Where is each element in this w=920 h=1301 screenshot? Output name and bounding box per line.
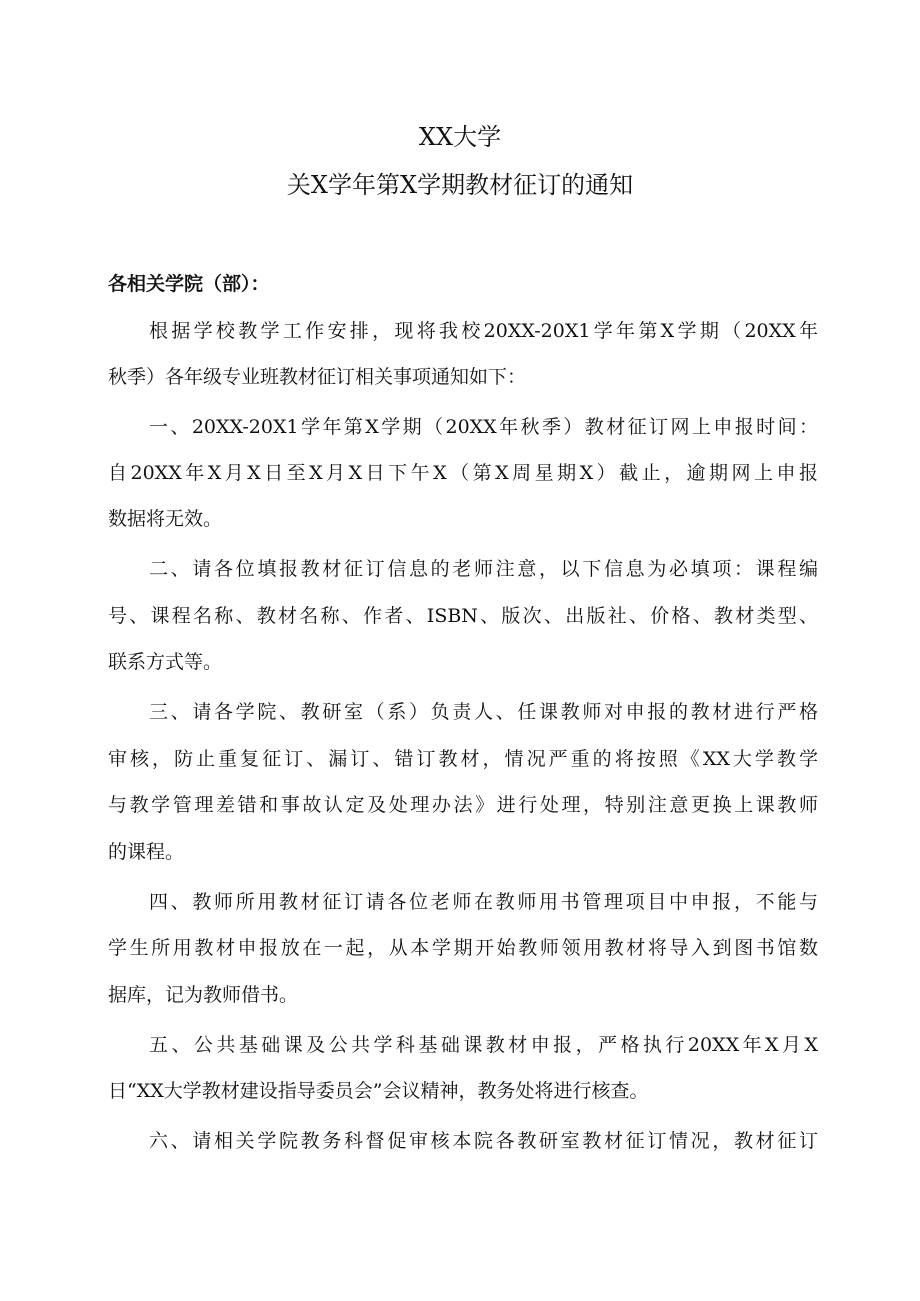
paragraph-item-4-line-2: 学生所用教材申报放在一起，从本学期开始教师领用教材将导入到图书馆数	[108, 937, 818, 959]
paragraph-item-1-line-2: 自20XX年X月X日至X月X日下午X（第X周星期X）截止，逾期网上申报	[108, 462, 818, 484]
paragraph-intro-line-2: 秋季）各年级专业班教材征订相关事项通知如下：	[108, 366, 527, 388]
paragraph-item-3-line-3: 与教学管理差错和事故认定及处理办法》进行处理，特别注意更换上课教师	[108, 794, 818, 816]
paragraph-intro-line-1: 根据学校教学工作安排，现将我校20XX-20X1学年第X学期（20XX年	[149, 320, 818, 342]
paragraph-item-1-line-1: 一、20XX-20X1学年第X学期（20XX年秋季）教材征订网上申报时间：	[149, 416, 818, 438]
document-title-notice: 关X学年第X学期教材征订的通知	[286, 171, 634, 199]
paragraph-item-5-line-2: 日“XX大学教材建设指导委员会”会议精神，教务处将进行核查。	[108, 1080, 649, 1102]
paragraph-item-2-line-1: 二、请各位填报教材征订信息的老师注意，以下信息为必填项：课程编	[149, 558, 818, 580]
paragraph-item-4-line-3: 据库，记为教师借书。	[108, 984, 299, 1006]
paragraph-item-6-line-1: 六、请相关学院教务科督促审核本院各教研室教材征订情况，教材征订	[149, 1130, 818, 1152]
paragraph-item-1-line-3: 数据将无效。	[108, 508, 223, 530]
document-title-university: XX大学	[418, 123, 502, 151]
paragraph-item-2-line-3: 联系方式等。	[108, 651, 223, 673]
paragraph-item-3-line-1: 三、请各学院、教研室（系）负责人、任课教师对申报的教材进行严格	[149, 701, 818, 723]
paragraph-item-4-line-1: 四、教师所用教材征订请各位老师在教师用书管理项目中申报，不能与	[149, 891, 818, 913]
paragraph-item-5-line-1: 五、公共基础课及公共学科基础课教材申报，严格执行20XX年X月X	[149, 1034, 818, 1056]
paragraph-item-3-line-2: 审核，防止重复征订、漏订、错订教材，情况严重的将按照《XX大学教学	[108, 748, 818, 770]
paragraph-item-2-line-2: 号、课程名称、教材名称、作者、ISBN、版次、出版社、价格、教材类型、	[108, 605, 818, 627]
paragraph-item-3-line-4: 的课程。	[108, 841, 185, 863]
salutation: 各相关学院（部）：	[108, 273, 270, 295]
